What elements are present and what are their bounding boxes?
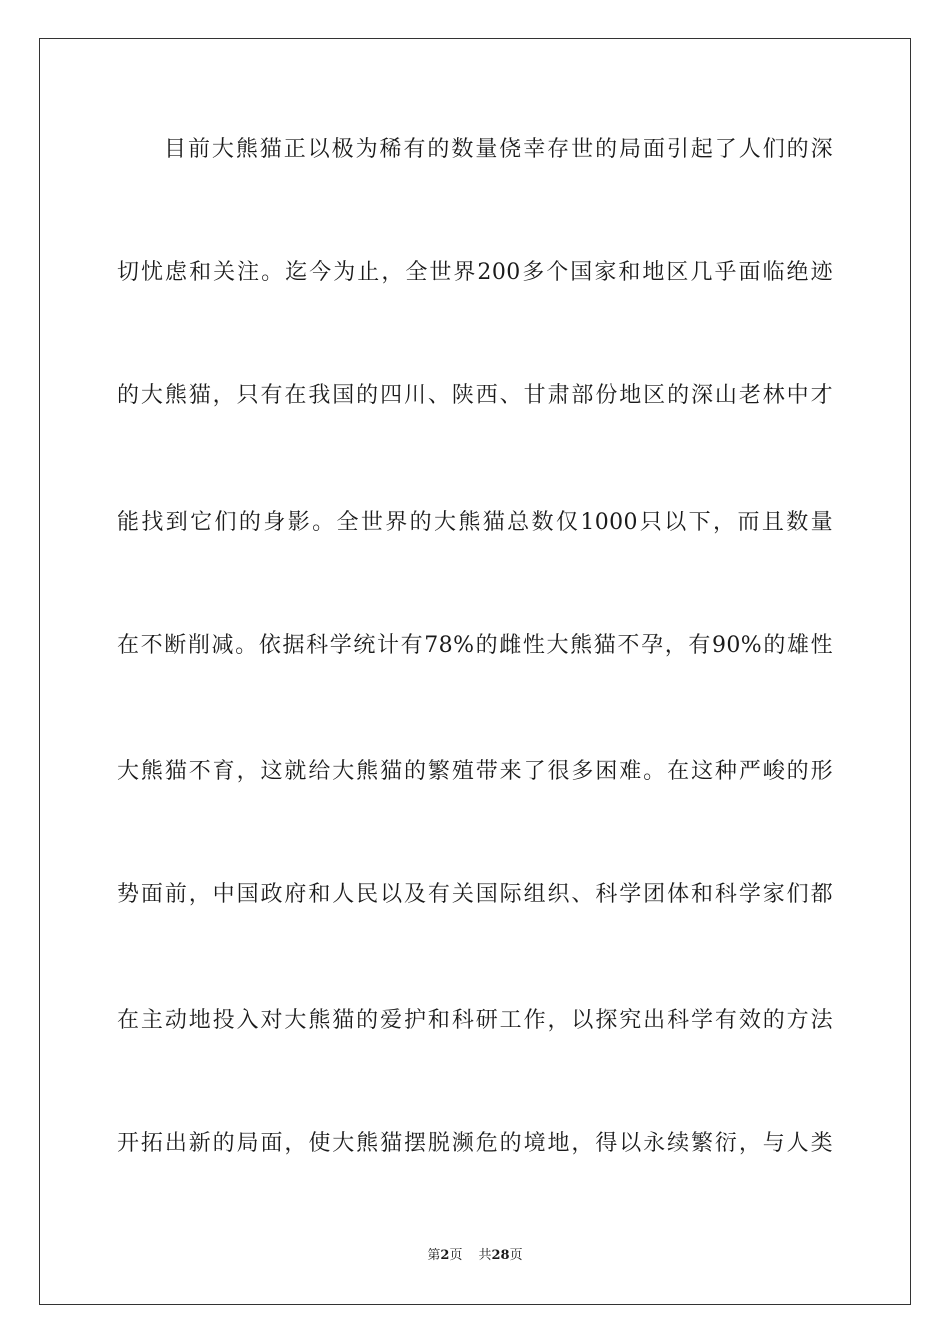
text-line: 开拓出新的局面，使大熊猫摆脱濒危的境地，得以永续繁衍，与人类 xyxy=(117,1131,833,1156)
total-suffix: 页 xyxy=(509,1248,523,1263)
text-line: 势面前，中国政府和人民以及有关国际组织、科学团体和科学家们都 xyxy=(117,882,833,907)
text-line: 切忧虑和关注。迄今为止，全世界200多个国家和地区几乎面临绝迹 xyxy=(117,260,833,285)
page-border xyxy=(39,38,911,1305)
page-suffix: 页 xyxy=(449,1248,463,1263)
text-line: 的大熊猫，只有在我国的四川、陕西、甘肃部份地区的深山老林中才 xyxy=(117,383,833,408)
page-footer xyxy=(0,1247,950,1265)
text-line: 目前大熊猫正以极为稀有的数量侥幸存世的局面引起了人们的深 xyxy=(164,137,833,162)
text-line: 大熊猫不育，这就给大熊猫的繁殖带来了很多困难。在这种严峻的形 xyxy=(117,759,833,784)
text-line: 能找到它们的身影。全世界的大熊猫总数仅1000只以下，而且数量 xyxy=(117,510,833,535)
total-prefix: 共 xyxy=(478,1248,492,1263)
total-pages: 28 xyxy=(491,1248,510,1263)
page-number: 2 xyxy=(440,1248,450,1263)
text-line: 在不断削减。依据科学统计有78%的雌性大熊猫不孕，有90%的雄性 xyxy=(117,633,833,658)
text-line: 在主动地投入对大熊猫的爱护和科研工作，以探究出科学有效的方法 xyxy=(117,1008,833,1033)
page-prefix: 第 xyxy=(427,1248,441,1263)
